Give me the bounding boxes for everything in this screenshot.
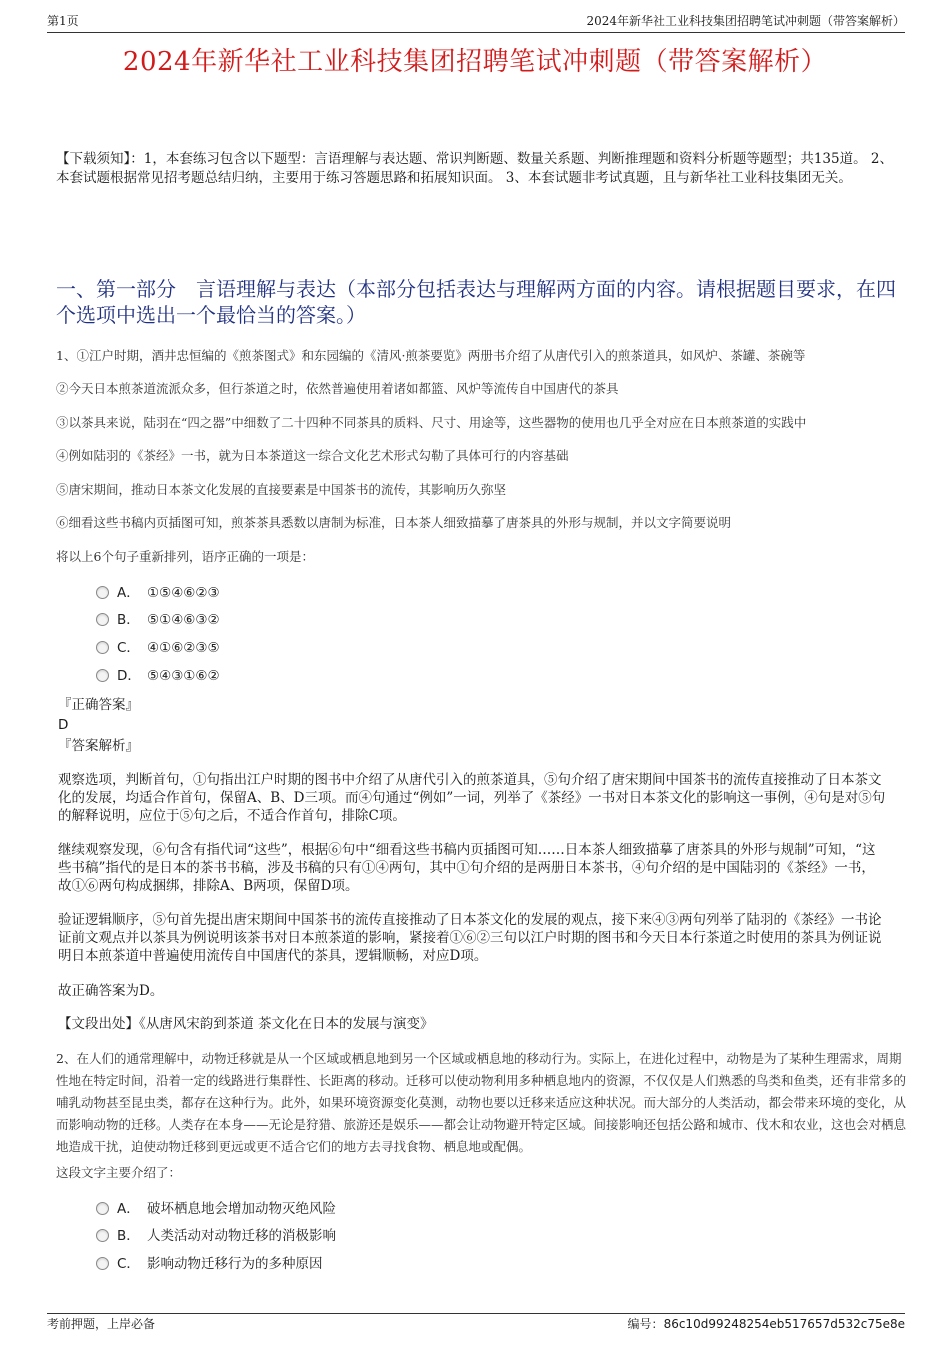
page-footer	[47, 1313, 905, 1332]
download-notice: 【下载须知】：1，本套练习包含以下题型：言语理解与表达题、常识判断题、数量关系题、判断推理题和资料分析题等题型；共135道。 2、本套试题根据常见招考题总结归纳，主要用于练习答题思路和拓展知识面。 3、本套试题非考试真题，且与新华社工业科技集团无关。	[56, 151, 893, 186]
q2-prompt: 这段文字主要介绍了：	[56, 1165, 182, 1180]
source-citation: 【文段出处】《从唐风宋韵到茶道 茶文化在日本的发展与演变》	[58, 1016, 434, 1032]
radio-icon[interactable]	[96, 586, 109, 599]
footer-code-label: 编号：	[627, 1317, 664, 1331]
q1-option-d[interactable]	[96, 666, 220, 686]
q1-option-c[interactable]	[96, 638, 220, 658]
analysis-paragraph-2: 继续观察发现，⑥句含有指代词“这些”，根据⑥句中“细看这些书稿内页插图可知……日本茶人细致描摹了唐茶具的外形与规制”可知，“这些书稿”指代的是日本的茶书书稿，涉及书稿的只有①④两句，其中①句介绍的是两册日本茶书，④句介绍的是中国陆羽的《茶经》一书，故①⑥两句构成捆绑，排除A、B两项，保留D项。	[58, 842, 876, 894]
footer-slogan: 考前押题，上岸必备	[47, 1317, 156, 1331]
q1-sentence-3: ③以茶具来说，陆羽在“四之器”中细数了二十四种不同茶具的质料、尺寸、用途等，这些器物的使用也几乎全对应在日本煎茶道的实践中	[56, 415, 807, 430]
option-letter: D．	[117, 668, 141, 684]
analysis-paragraph-1: 观察选项，判断首句，①句指出江户时期的图书中介绍了从唐代引入的煎茶道具，⑤句介绍了唐宋期间中国茶书的流传直接推动了日本茶文化的发展，均适合作首句，保留A、B、D三项。而④句通过“例如”一词，列举了《茶经》一书对日本茶文化的影响这一事例，④句是对⑤句的解释说明，应位于⑤句之后，不适合作首句，排除C项。	[58, 772, 886, 824]
option-letter: A．	[117, 1201, 140, 1217]
analysis-label: 『答案解析』	[58, 738, 139, 754]
q1-option-a[interactable]	[96, 583, 220, 603]
option-text: 人类活动对动物迁移的消极影响	[147, 1228, 336, 1244]
page-number: 第1页	[47, 14, 79, 28]
answer-label: 『正确答案』	[58, 697, 139, 713]
q1-sentence-4: ④例如陆羽的《茶经》一书，就为日本茶道这一综合文化艺术形式勾勒了具体可行的内容基础	[56, 448, 569, 463]
q2-option-a[interactable]	[96, 1199, 336, 1219]
q2-text: 2、在人们的通常理解中，动物迁移就是从一个区域或栖息地到另一个区域或栖息地的移动行为。实际上，在进化过程中，动物是为了某种生理需求，周期性地在特定时间，沿着一定的线路进行集群性、长距离的移动。迁移可以使动物利用多种栖息地内的资源，不仅仅是人们熟悉的鸟类和鱼类，还有非常多的哺乳动物甚至昆虫类，都存在这种行为。此外，如果环境资源变化莫测，动物也要以迁移来适应这种状况。而大部分的人类活动，都会带来环境的变化，从而影响动物的迁移。人类存在本身——无论是狩猎、旅游还是娱乐——都会让动物避开特定区域。间接影响还包括公路和城市、伐木和农业，这也会对栖息地造成干扰，迫使动物迁移到更远或更不适合它们的地方去寻找食物、栖息地或配偶。	[56, 1051, 907, 1154]
q2-option-c[interactable]	[96, 1254, 323, 1274]
analysis-paragraph-3: 验证逻辑顺序，⑤句首先提出唐宋期间中国茶书的流传直接推动了日本茶文化的发展的观点，接下来④③两句列举了陆羽的《茶经》一书论证前文观点并以茶具为例说明该茶书对日本煎茶道的影响，紧接着①⑥②三句以江户时期的图书和今天日本行茶道之时使用的茶具为例证说明日本煎茶道中普遍使用流传自中国唐代的茶具，逻辑顺畅，对应D项。	[58, 912, 882, 964]
radio-icon[interactable]	[96, 1202, 109, 1215]
option-letter: C．	[117, 640, 140, 656]
section-heading: 一、第一部分 言语理解与表达（本部分包括表达与理解两方面的内容。请根据题目要求，在四个选项中选出一个最恰当的答案。）	[56, 277, 896, 327]
q1-sentence-5: ⑤唐宋期间，推动日本茶文化发展的直接要素是中国茶书的流传，其影响历久弥坚	[56, 482, 507, 497]
q1-sentence-1: 1、①江户时期，酒井忠恒编的《煎茶图式》和东园编的《清风·煎茶要览》两册书介绍了从唐代引入的煎茶道具，如风炉、茶罐、茶碗等	[56, 348, 806, 363]
answer-value: D	[58, 717, 69, 733]
option-letter: A．	[117, 585, 140, 601]
option-text: 破坏栖息地会增加动物灭绝风险	[147, 1201, 336, 1217]
option-text: 影响动物迁移行为的多种原因	[147, 1256, 323, 1272]
option-text: ⑤①④⑥③②	[147, 612, 220, 628]
footer-code	[628, 1315, 905, 1333]
option-letter: B．	[117, 612, 140, 628]
option-text: ⑤④③①⑥②	[147, 668, 220, 684]
q1-prompt: 将以上6个句子重新排列，语序正确的一项是：	[56, 549, 314, 564]
header-doc-title: 2024年新华社工业科技集团招聘笔试冲刺题（带答案解析）	[586, 14, 905, 28]
radio-icon[interactable]	[96, 1257, 109, 1270]
radio-icon[interactable]	[96, 669, 109, 682]
q1-sentence-6: ⑥细看这些书稿内页插图可知，煎茶茶具悉数以唐制为标准，日本茶人细致描摹了唐茶具的外形与规制，并以文字简要说明	[56, 515, 732, 530]
q1-option-b[interactable]	[96, 610, 220, 630]
radio-icon[interactable]	[96, 613, 109, 626]
radio-icon[interactable]	[96, 1229, 109, 1242]
analysis-conclusion: 故正确答案为D。	[58, 983, 164, 999]
radio-icon[interactable]	[96, 641, 109, 654]
q1-sentence-2: ②今天日本煎茶道流派众多，但行茶道之时，依然普遍使用着诸如都篮、风炉等流传自中国唐代的茶具	[56, 381, 619, 396]
option-text: ④①⑥②③⑤	[147, 640, 220, 656]
option-text: ①⑤④⑥②③	[147, 585, 220, 601]
q2-option-b[interactable]	[96, 1226, 336, 1246]
footer-code-value: 86c10d99248254eb517657d532c75e8e	[663, 1317, 905, 1331]
document-title: 2024年新华社工业科技集团招聘笔试冲刺题（带答案解析）	[122, 47, 828, 77]
option-letter: C．	[117, 1256, 140, 1272]
option-letter: B．	[117, 1228, 140, 1244]
page-header	[47, 12, 905, 33]
